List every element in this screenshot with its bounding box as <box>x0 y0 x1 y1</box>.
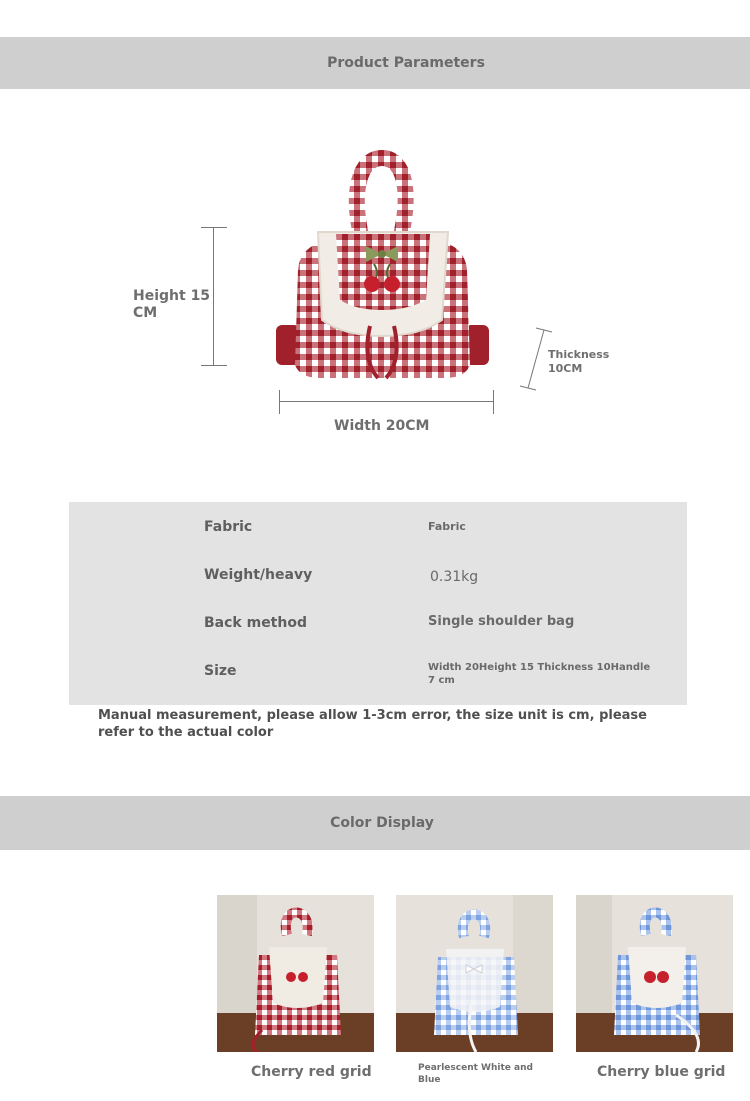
width-label: Width 20CM <box>334 418 430 434</box>
table-row <box>69 598 687 646</box>
color-swatch-cherry-red[interactable] <box>217 895 374 1052</box>
parameters-table <box>69 502 687 705</box>
table-row <box>69 646 687 705</box>
width-dimension-cap-left <box>279 390 280 414</box>
param-value: Width 20Height 15 Thickness 10Handle 7 cm <box>428 662 651 686</box>
table-row <box>69 550 687 598</box>
color-caption: Cherry red grid <box>251 1064 372 1080</box>
color-caption: Pearlescent White and Blue <box>418 1063 533 1085</box>
thickness-label: Thickness 10CM <box>548 348 610 375</box>
product-image <box>270 150 495 385</box>
color-caption: Cherry blue grid <box>597 1064 726 1080</box>
section-title: Product Parameters <box>327 55 485 71</box>
product-parameters-header <box>0 37 750 89</box>
param-value: Single shoulder bag <box>428 614 575 629</box>
color-display-header <box>0 796 750 850</box>
param-key: Back method <box>204 615 307 631</box>
height-label: Height 15 CM <box>133 288 211 321</box>
height-dimension-line <box>213 227 214 366</box>
width-dimension-line <box>279 401 494 402</box>
color-swatch-pearlescent-blue[interactable] <box>396 895 553 1052</box>
color-swatch-cherry-blue[interactable] <box>576 895 733 1052</box>
section-title: Color Display <box>330 815 434 831</box>
param-key: Weight/heavy <box>204 567 313 583</box>
width-dimension-cap-right <box>493 390 494 414</box>
param-key: Size <box>204 663 237 679</box>
height-dimension-cap-bottom <box>201 365 227 366</box>
param-value: Fabric <box>428 520 466 533</box>
param-value: 0.31kg <box>430 569 479 585</box>
table-row <box>69 502 687 550</box>
height-dimension-cap-top <box>201 227 227 228</box>
param-key: Fabric <box>204 519 253 535</box>
measurement-note: Manual measurement, please allow 1-3cm error, the size unit is cm, please refer to the actual color <box>98 708 647 740</box>
